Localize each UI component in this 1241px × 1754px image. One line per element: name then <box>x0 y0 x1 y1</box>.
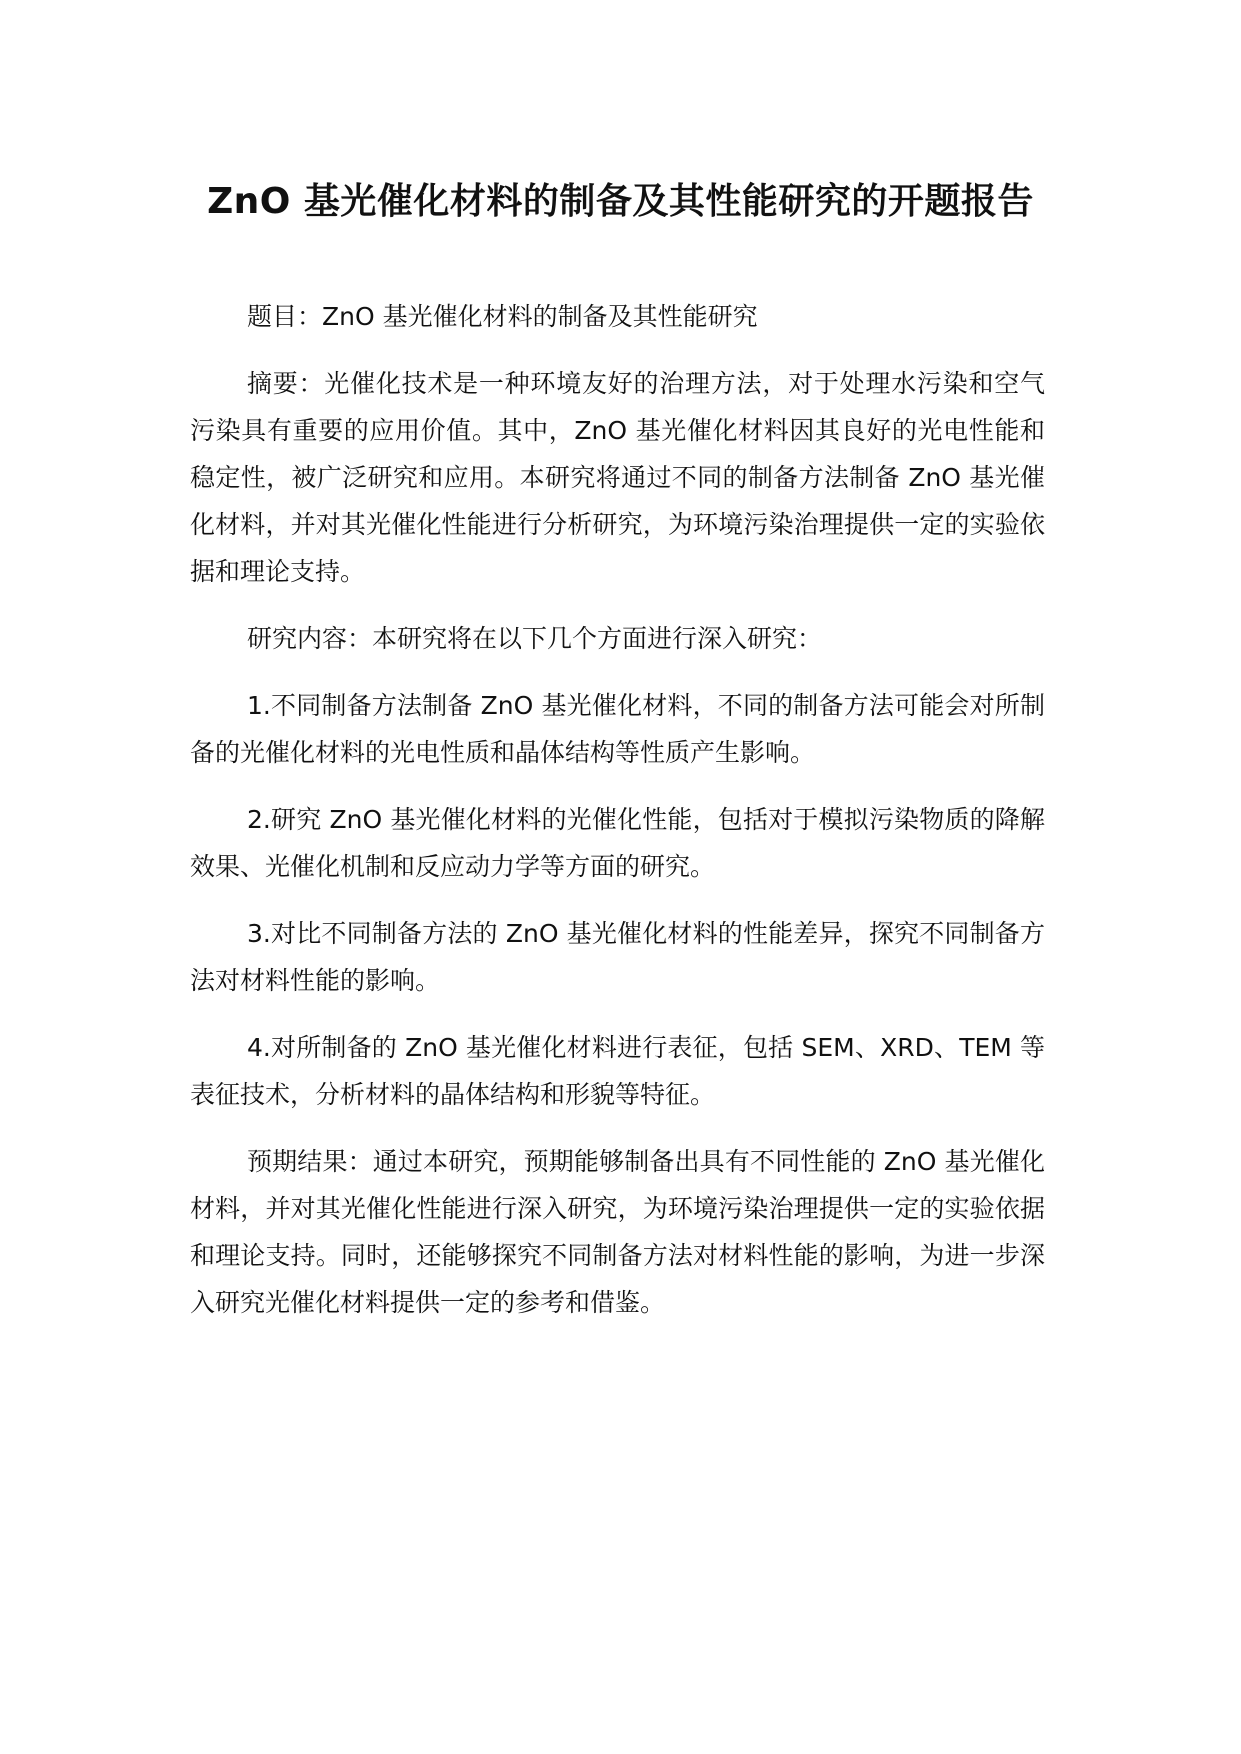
document-body <box>190 293 1045 1346</box>
paragraph-topic: 题目：ZnO 基光催化材料的制备及其性能研究 <box>247 302 758 331</box>
paragraph-item-4: 4.对所制备的 ZnO 基光催化材料进行表征，包括 SEM、XRD、TEM 等表征技术，分析材料的晶体结构和形貌等特征。 <box>190 1033 1045 1109</box>
paragraph-item-2: 2.研究 ZnO 基光催化材料的光催化性能，包括对于模拟污染物质的降解效果、光催化机制和反应动力学等方面的研究。 <box>190 805 1045 881</box>
paragraph-abstract: 摘要：光催化技术是一种环境友好的治理方法，对于处理水污染和空气污染具有重要的应用价值。其中，ZnO 基光催化材料因其良好的光电性能和稳定性，被广泛研究和应用。本研究将通过不同的制备方法制备 ZnO 基光催化材料，并对其光催化性能进行分析研究，为环境污染治理提供一定的实验依据和理论支持。 <box>190 369 1045 586</box>
paragraph-expected-results: 预期结果：通过本研究，预期能够制备出具有不同性能的 ZnO 基光催化材料，并对其光催化性能进行深入研究，为环境污染治理提供一定的实验依据和理论支持。同时，还能够探究不同制备方法对材料性能的影响，为进一步深入研究光催化材料提供一定的参考和借鉴。 <box>190 1147 1045 1317</box>
paragraph-research-content: 研究内容：本研究将在以下几个方面进行深入研究： <box>247 624 823 653</box>
paragraph-item-3: 3.对比不同制备方法的 ZnO 基光催化材料的性能差异，探究不同制备方法对材料性能的影响。 <box>190 919 1045 995</box>
document-title: ZnO 基光催化材料的制备及其性能研究的开题报告 <box>207 181 1034 222</box>
paragraph-item-1: 1.不同制备方法制备 ZnO 基光催化材料，不同的制备方法可能会对所制备的光催化材料的光电性质和晶体结构等性质产生影响。 <box>190 691 1045 767</box>
